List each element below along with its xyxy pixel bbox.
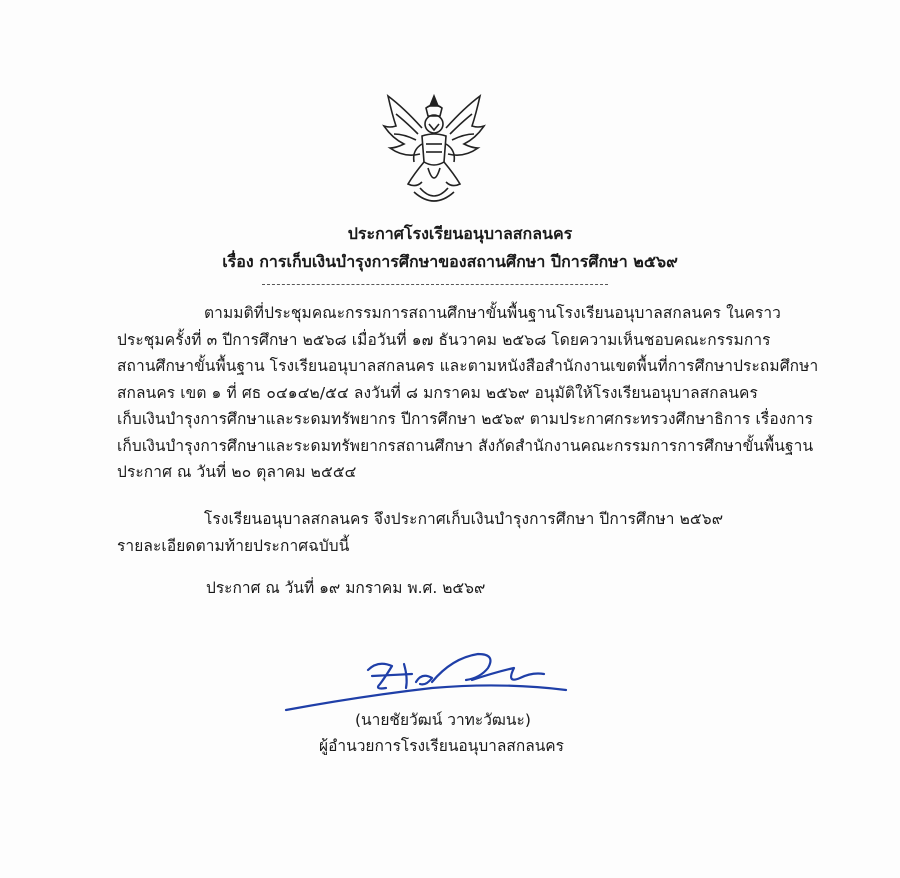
paragraph-line: สกลนคร เขต ๑ ที่ ศธ ๐๔๑๔๒/๕๔ ลงวันที่ ๘ มกราคม ๒๕๖๙ อนุมัติให้โรงเรียนอนุบาลสกลนคร [117, 383, 758, 402]
divider [262, 284, 608, 285]
paragraph-line: เก็บเงินบำรุงการศึกษาและระดมทรัพยากรสถานศึกษา สังกัดสำนักงานคณะกรรมการการศึกษาขั้นพื้นฐาน [117, 436, 814, 455]
signer-position: ผู้อำนวยการโรงเรียนอนุบาลสกลนคร [319, 737, 564, 755]
paragraph-line: เก็บเงินบำรุงการศึกษาและระดมทรัพยากร ปีการศึกษา ๒๕๖๙ ตามประกาศกระทรวงศึกษาธิการ เรื่องการ [117, 410, 814, 428]
paragraph-line: ประกาศ ณ วันที่ ๒๐ ตุลาคม ๒๕๕๔ [117, 463, 357, 481]
paragraph-line: ประชุมครั้งที่ ๓ ปีการศึกษา ๒๕๖๘ เมื่อวันที่ ๑๗ ธันวาคม ๒๕๖๘ โดยความเห็นชอบคณะกรรมการ [117, 330, 771, 349]
announcement-subject: เรื่อง การเก็บเงินบำรุงการศึกษาของสถานศึกษา ปีการศึกษา ๒๕๖๙ [222, 252, 678, 271]
signer-name: (นายชัยวัฒน์ วาทะวัฒนะ) [355, 711, 531, 729]
announcement-date: ประกาศ ณ วันที่ ๑๙ มกราคม พ.ศ. ๒๕๖๙ [206, 579, 486, 597]
paragraph-line: สถานศึกษาขั้นพื้นฐาน โรงเรียนอนุบาลสกลนคร และตามหนังสือสำนักงานเขตพื้นที่การศึกษาประถมศึกษา [117, 357, 819, 375]
paragraph-line: ตามมติที่ประชุมคณะกรรมการสถานศึกษาขั้นพื้นฐานโรงเรียนอนุบาลสกลนคร ในคราว [204, 304, 781, 322]
paragraph-1 [117, 300, 819, 486]
paragraph-line: โรงเรียนอนุบาลสกลนคร จึงประกาศเก็บเงินบำรุงการศึกษา ปีการศึกษา ๒๕๖๙ [204, 510, 724, 528]
garuda-emblem-icon [374, 88, 494, 208]
paragraph-line: รายละเอียดตามท้ายประกาศฉบับนี้ [117, 536, 350, 555]
paragraph-2 [117, 506, 783, 559]
announcement-title: ประกาศโรงเรียนอนุบาลสกลนคร [347, 224, 573, 243]
